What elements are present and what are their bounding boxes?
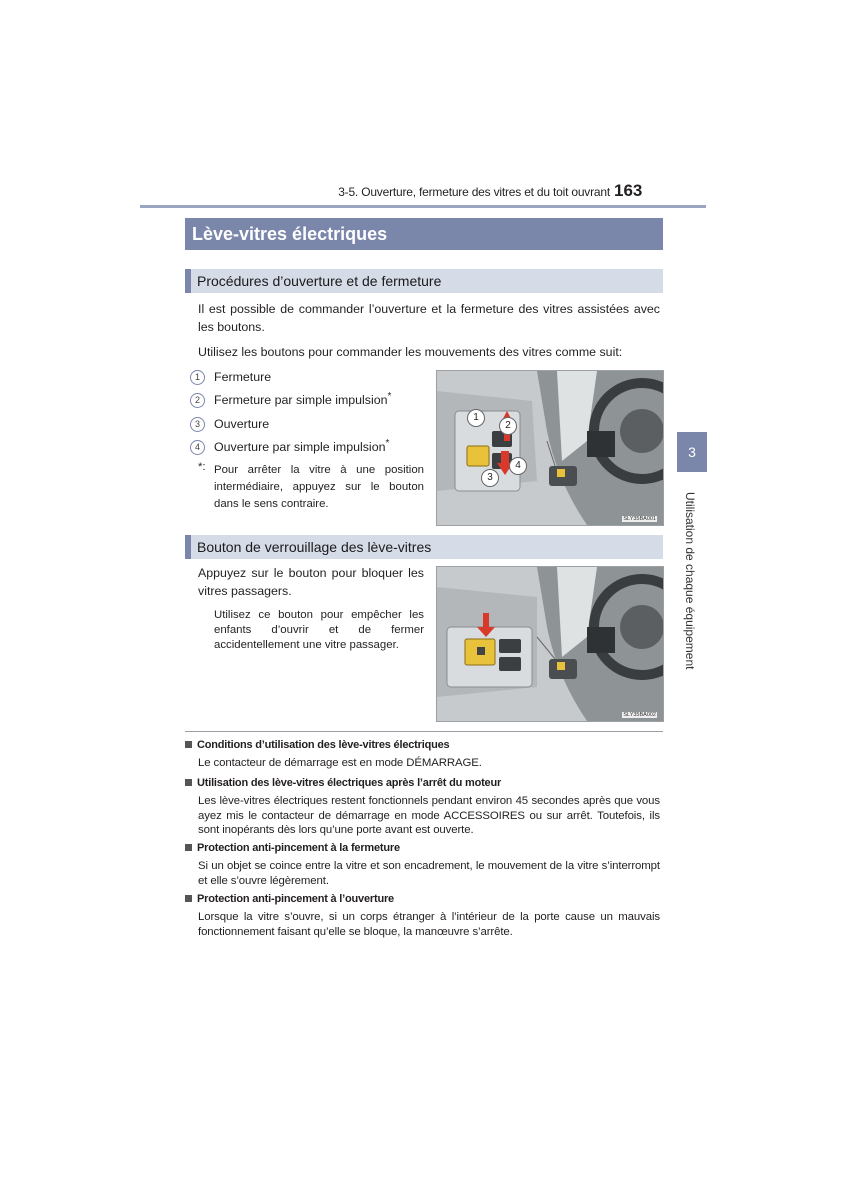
header-rule: [140, 205, 706, 208]
page-title: Lève-vitres électriques: [192, 224, 388, 244]
note-heading-text: Utilisation des lève-vitres électriques après l’arrêt du moteur: [197, 777, 502, 789]
step-star: *: [387, 391, 392, 402]
step-text: Fermeture: [214, 370, 272, 385]
lead-paragraph: Utilisez les boutons pour commander les mouvements des vitres comme suit:: [198, 345, 623, 359]
running-header: 3-5. Ouverture, fermeture des vitres et du toit ouvrant: [338, 185, 610, 199]
step-text: Fermeture par simple impulsion: [214, 393, 388, 408]
marker-3-icon: 3: [481, 469, 499, 487]
note-heading: [185, 893, 394, 905]
note-heading: [185, 777, 501, 789]
page-number: 163: [614, 181, 643, 200]
step-text: Ouverture par simple impulsion: [214, 440, 386, 455]
footnote-mark: *:: [198, 461, 206, 473]
step-item: [190, 438, 389, 455]
lock-switch-photo: [436, 566, 664, 722]
photo-code: SLY35BA002: [623, 712, 656, 718]
note-body: Les lève-vitres électriques restent fonctionnels pendant environ 45 secondes après que vous ayez mis le contacteur de démarrage en mode ACCESSOIRES ou sur arrêt. Toutefois, ils sont inopérants dès lors qu’une porte avant est ouverte.: [198, 795, 660, 836]
note-heading-text: Conditions d’utilisation des lève-vitres électriques: [197, 739, 450, 751]
section-heading-lock: [185, 535, 663, 559]
step-number-icon: 3: [190, 417, 205, 432]
note-heading: [185, 842, 400, 854]
note-heading-text: Protection anti-pincement à la fermeture: [197, 842, 400, 854]
chapter-tab: 3: [677, 432, 707, 472]
note-body: Si un objet se coince entre la vitre et son encadrement, le mouvement de la vitre s’interrompt et elle s’ouvre légèrement.: [198, 860, 660, 887]
step-text: Ouverture: [214, 417, 270, 432]
note-heading: [185, 739, 449, 751]
marker-1-icon: 1: [467, 409, 485, 427]
section-title: Bouton de verrouillage des lève-vitres: [197, 539, 432, 555]
marker-2-icon: 2: [499, 417, 517, 435]
lock-paragraph: Appuyez sur le bouton pour bloquer les vitres passagers.: [198, 566, 424, 598]
step-star: *: [385, 438, 390, 449]
marker-4-icon: 4: [509, 457, 527, 475]
bullet-square-icon: [185, 779, 192, 786]
step-item: [190, 391, 391, 408]
section-accent: [185, 269, 191, 293]
step-number-icon: 2: [190, 393, 205, 408]
section-accent: [185, 535, 191, 559]
step-item: [190, 415, 269, 432]
note-body: Lorsque la vitre s’ouvre, si un corps étranger à l’intérieur de la porte cause un mauvais fonctionnement faisant qu’elle se bloque, la manœuvre s’arrête.: [198, 911, 660, 938]
notes-divider: [185, 731, 663, 732]
door-panel-illustration: [437, 371, 663, 525]
lock-switch-illustration: [437, 567, 663, 721]
section-title: Procédures d’ouverture et de fermeture: [197, 273, 442, 289]
section-heading-procedures: [185, 269, 663, 293]
photo-code: SLY35BA001: [623, 516, 656, 522]
chapter-label: Utilisation de chaque équipement: [683, 492, 697, 670]
bullet-square-icon: [185, 844, 192, 851]
bullet-square-icon: [185, 741, 192, 748]
note-heading-text: Protection anti-pincement à l’ouverture: [197, 893, 394, 905]
bullet-square-icon: [185, 895, 192, 902]
lock-subparagraph: Utilisez ce bouton pour empêcher les enfants d’ouvrir et de fermer accidentellement une vitre passager.: [214, 609, 424, 651]
note-body: Le contacteur de démarrage est en mode DÉMARRAGE.: [198, 757, 482, 769]
footnote-text: Pour arrêter la vitre à une position intermédiaire, appuyez sur le bouton dans le sens contraire.: [214, 464, 424, 510]
step-number-icon: 4: [190, 440, 205, 455]
step-number-icon: 1: [190, 370, 205, 385]
step-item: [190, 368, 271, 385]
window-switch-photo: [436, 370, 664, 526]
intro-paragraph: Il est possible de commander l’ouverture et la fermeture des vitres assistées avec les boutons.: [198, 302, 660, 334]
